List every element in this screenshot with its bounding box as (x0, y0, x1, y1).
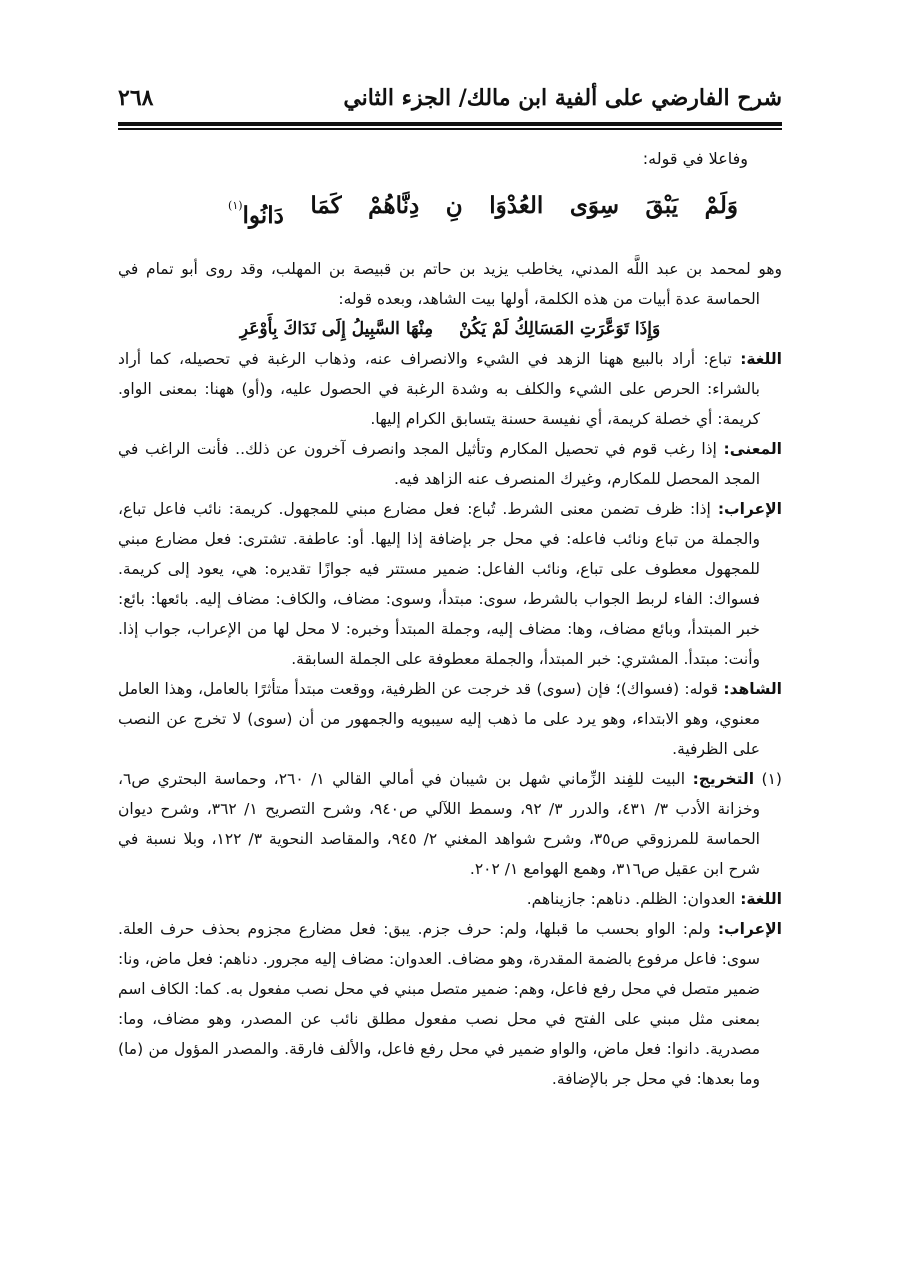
header-rule-thick (118, 122, 782, 126)
lugha-paragraph-2: اللغة: العدوان: الظلم. دناهم: جازيناهم. (526, 890, 782, 908)
verse-word: دِنَّاهُمْ (368, 192, 420, 219)
verse-word: يَبْقَ (645, 192, 679, 219)
section-label: الإعراب: (717, 500, 782, 518)
verse-hemistich-1: وَإِذَا تَوَعَّرَتِ المَسَالِكُ لَمْ يَكُنْ (459, 319, 661, 339)
running-title: شرح الفارضي على ألفية ابن مالك/ الجزء الثاني (343, 85, 782, 111)
verse-word: نِ (445, 192, 463, 219)
maana-paragraph: المعنى: إذا رغب قوم في تحصيل المكارم وتأثيل المجد وانصرف آخرون عن ذلك.. فأنت الراغب في المجد المحصل للمكارم، وغيرك المنصرف عنه الزاهد فيه. (118, 440, 782, 488)
header-rule-thin (118, 128, 782, 130)
verse-word: كَمَا (310, 192, 342, 219)
footnote-number: (١) (761, 770, 782, 788)
verse-word: العُدْوَا (489, 192, 544, 219)
second-verse (118, 314, 782, 344)
shahid-paragraph: الشاهد: قوله: (فسواك)؛ فإن (سوى) قد خرجت عن الظرفية، ووقعت مبتدأ متأثرًا بالعامل، وهذا العامل معنوي، وهو الابتداء، وهو يرد على ما ذهب إليه سيبويه والجمهور من أن (سوى) لا تخرج عن النصب على الظرفية. (118, 680, 782, 758)
section-label: الإعراب: (717, 920, 782, 938)
footnote-takhrij: (١) التخريج: البيت للفِند الزِّماني شهل بن شيبان في أمالي القالي ١/ ٢٦٠، وحماسة البحتري ص٦، وخزانة الأدب ٣/ ٤٣١، والدرر ٣/ ٩٢، وسمط اللآلي ص٩٤٠، وشرح التصريح ١/ ٣٦٢، وشرح ديوان الحماسة للمرزوقي ص٣٥، وشرح شواهد المغني ٢/ ٩٤٥، والمقاصد النحوية ٣/ ١٢٢، وبلا نسبة في شرح ابن عقيل ص٣١٦، وهمع الهوامع ١/ ٢٠٢. (118, 770, 782, 878)
verse-word: سِوَى (569, 192, 619, 219)
page-body (118, 140, 782, 1094)
page-number: ٢٦٨ (118, 85, 154, 111)
verse-last-word: دَانُوا$^{(١)}$ (228, 199, 284, 229)
section-label: التخريج: (692, 770, 755, 788)
shahid-verse (228, 184, 738, 238)
section-label: اللغة: (740, 350, 782, 368)
header-double-rule (118, 122, 782, 131)
irab-paragraph-1: الإعراب: إذا: ظرف تضمن معنى الشرط. تُباع: فعل مضارع مبني للمجهول. كريمة: نائب فاعل تباع، والجملة من تباع ونائب فاعله: في محل جر بإضافة إذا إليها. أو: عاطفة. تشترى: فعل مضارع مبني للمجهول معطوف على تباع، ونائب الفاعل: ضمير مستتر فيه جوازًا تقديره: هي، يعود إلى كريمة. فسواك: الفاء لربط الجواب بالشرط، سوى: مبتدأ، وسوى: مضاف، والكاف: مضاف إليه. بائعها: بائع: خبر المبتدأ، وبائع مضاف، وها: مضاف إليه، وجملة المبتدأ وخبره: لا محل لها من الإعراب، جواب إذا. وأنت: مبتدأ. المشتري: خبر المبتدأ، والجملة معطوفة على الجملة السابقة. (118, 500, 782, 668)
verse-word: وَلَمْ (704, 192, 738, 219)
section-label: الشاهد: (723, 680, 782, 698)
lugha-paragraph-1: اللغة: تباع: أراد بالبيع ههنا الزهد في الشيء والانصراف عنه، وذهاب الرغبة في تحصيله، كما أراد بالشراء: الحرص على الشيء والكلف به وشدة الرغبة في الحصول عليه، و(أو) ههنا: بمعنى الواو. كريمة: أي خصلة كريمة، أي نفيسة حسنة يتسابق الكرام إليها. (118, 350, 782, 428)
section-label: اللغة: (740, 890, 782, 908)
section-label: المعنى: (723, 440, 782, 458)
irab-paragraph-2: الإعراب: ولم: الواو بحسب ما قبلها، ولم: حرف جزم. يبق: فعل مضارع مجزوم بحذف حرف العلة. سوى: فاعل مرفوع بالضمة المقدرة، وهو مضاف. العدوان: مضاف إليه مجرور. دناهم: فعل ماض، ونا: ضمير متصل في محل رفع فاعل، وهم: ضمير متصل مبني في محل نصب مفعول به. كما: الكاف اسم بمعنى مثل مبني على الفتح في محل نصب مفعول مطلق نائب عن المصدر، وهو مضاف، وما: مصدرية. دانوا: فعل ماض، والواو ضمير في محل رفع فاعل، والألف فارقة. والمصدر المؤول من (ما) وما بعدها: في محل جر بالإضافة. (118, 920, 782, 1088)
footnote-marker: (١) (228, 199, 243, 212)
running-header (118, 80, 782, 116)
intro-line: وفاعلا في قوله: (642, 149, 748, 168)
verse-hemistich-2: مِنْهَا السَّبِيلُ إِلَى نَدَاكَ بِأَوْعَرِ (239, 319, 434, 339)
attribution-paragraph: وهو لمحمد بن عبد اللَّه المدني، يخاطب يزيد بن حاتم بن قبيصة بن المهلب، وقد روى أبو تمام في الحماسة عدة أبيات من هذه الكلمة، أولها بيت الشاهد، وبعده قوله: (118, 260, 782, 308)
